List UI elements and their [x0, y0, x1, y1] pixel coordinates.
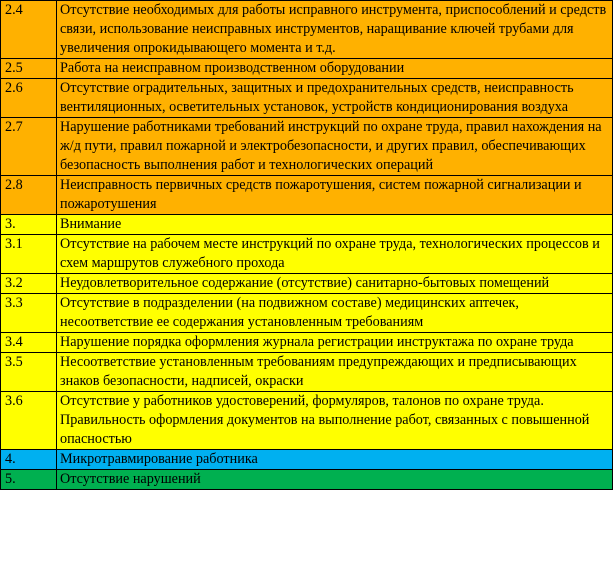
row-number: 4.	[1, 450, 57, 470]
row-number: 5.	[1, 470, 57, 490]
row-description: Работа на неисправном производственном оборудовании	[57, 59, 613, 79]
row-description: Отсутствие на рабочем месте инструкций по охране труда, технологических процессов и схем маршрутов служебного прохода	[57, 235, 613, 274]
row-number: 2.8	[1, 176, 57, 215]
row-number: 2.4	[1, 1, 57, 59]
row-number: 3.5	[1, 353, 57, 392]
hazard-table-body	[1, 1, 613, 490]
row-description: Отсутствие оградительных, защитных и предохранительных средств, неисправность вентиляционных, осветительных установок, устройств кондиционирования воздуха	[57, 79, 613, 118]
table-row	[1, 470, 613, 490]
row-number: 3.	[1, 215, 57, 235]
row-number: 3.2	[1, 274, 57, 294]
table-row	[1, 274, 613, 294]
row-description: Отсутствие нарушений	[57, 470, 613, 490]
table-row	[1, 176, 613, 215]
table-row	[1, 79, 613, 118]
row-number: 3.3	[1, 294, 57, 333]
row-number: 3.4	[1, 333, 57, 353]
row-description: Внимание	[57, 215, 613, 235]
table-row	[1, 333, 613, 353]
table-row	[1, 235, 613, 274]
table-row	[1, 59, 613, 79]
table-row	[1, 294, 613, 333]
table-row	[1, 450, 613, 470]
table-row	[1, 215, 613, 235]
row-description: Отсутствие у работников удостоверений, формуляров, талонов по охране труда. Правильность оформления документов на выполнение работ, связанных с повышенной опасностью	[57, 392, 613, 450]
row-description: Отсутствие в подразделении (на подвижном составе) медицинских аптечек, несоответствие ее содержания установленным требованиям	[57, 294, 613, 333]
row-description: Отсутствие необходимых для работы исправного инструмента, приспособлений и средств связи, использование неисправных инструментов, наращивание ключей трубами для увеличения опрокидывающего момента и т.д.	[57, 1, 613, 59]
row-number: 3.1	[1, 235, 57, 274]
row-description: Неудовлетворительное содержание (отсутствие) санитарно-бытовых помещений	[57, 274, 613, 294]
row-description: Несоответствие установленным требованиям предупреждающих и предписывающих знаков безопасности, надписей, окраски	[57, 353, 613, 392]
row-description: Микротравмирование работника	[57, 450, 613, 470]
table-row	[1, 353, 613, 392]
row-number: 2.7	[1, 118, 57, 176]
row-number: 3.6	[1, 392, 57, 450]
row-description: Нарушение работниками требований инструкций по охране труда, правил нахождения на ж/д пути, правил пожарной и электробезопасности, и других правил, обеспечивающих безопасность выполнения работ и технологических операций	[57, 118, 613, 176]
row-description: Нарушение порядка оформления журнала регистрации инструктажа по охране труда	[57, 333, 613, 353]
table-row	[1, 1, 613, 59]
table-row	[1, 392, 613, 450]
row-number: 2.6	[1, 79, 57, 118]
row-number: 2.5	[1, 59, 57, 79]
row-description: Неисправность первичных средств пожаротушения, систем пожарной сигнализации и пожаротушения	[57, 176, 613, 215]
table-row	[1, 118, 613, 176]
